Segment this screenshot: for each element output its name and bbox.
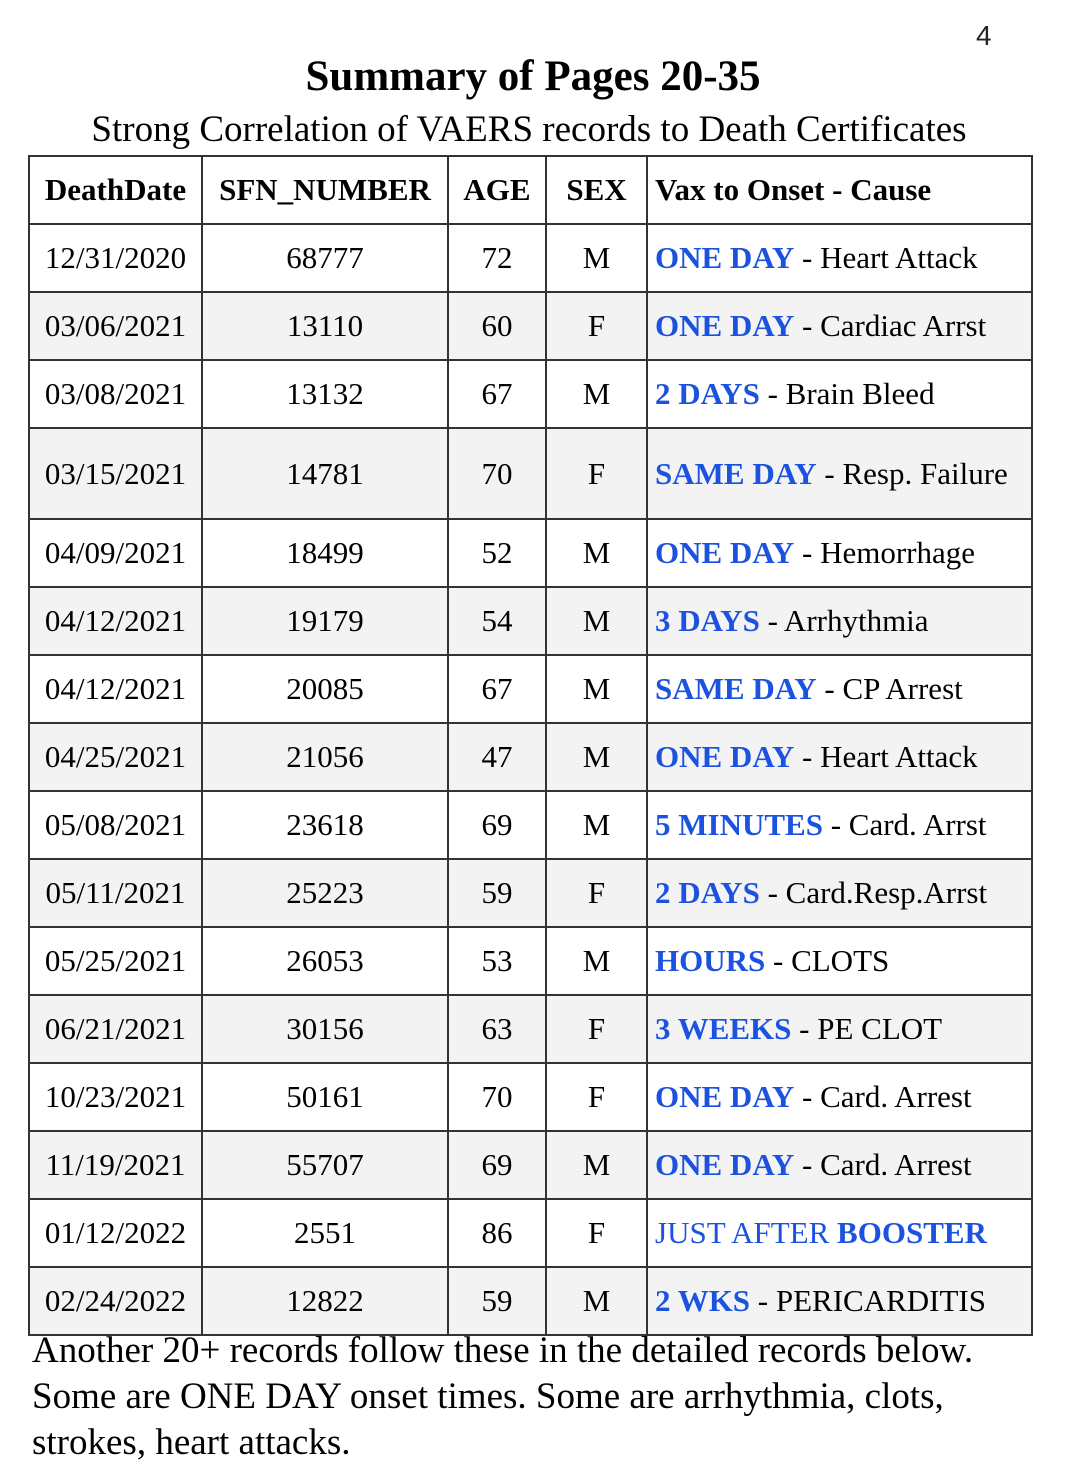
cell-onset-cause [647,927,1032,995]
cell-age: 54 [448,587,546,655]
table-row [29,1063,1032,1131]
cell-sfn-number: 55707 [202,1131,448,1199]
footnote: Another 20+ records follow these in the detailed records below. Some are ONE DAY onset times. Some are arrhythmia, clots, strokes, heart attacks. [32,1330,974,1463]
cell-sfn-number: 12822 [202,1267,448,1335]
cell-age: 86 [448,1199,546,1267]
cell-onset-cause [647,587,1032,655]
onset-text: ONE DAY [655,308,795,343]
cell-age: 70 [448,428,546,519]
cell-age: 70 [448,1063,546,1131]
cell-sex: F [546,1199,647,1267]
records-table [28,155,1033,1336]
cell-sex: F [546,428,647,519]
cell-onset-cause [647,791,1032,859]
table-row [29,519,1032,587]
cause-text: - Card. Arrst [822,807,987,842]
table-row [29,224,1032,292]
page-title: Summary of Pages 20-35 [305,53,761,100]
header-sfn-number: SFN_NUMBER [202,156,448,224]
cell-onset-cause [647,723,1032,791]
cell-death-date: 04/12/2021 [29,587,202,655]
table-row [29,360,1032,428]
table-row [29,292,1032,360]
table-row [29,927,1032,995]
cell-death-date: 03/08/2021 [29,360,202,428]
table-header-row [29,156,1032,224]
cell-sex: M [546,791,647,859]
cell-sfn-number: 14781 [202,428,448,519]
cause-text: - CP Arrest [816,671,963,706]
cell-sfn-number: 30156 [202,995,448,1063]
cell-sex: M [546,587,647,655]
table-row [29,1131,1032,1199]
cause-prefix-text: JUST AFTER [655,1215,838,1250]
cell-death-date: 06/21/2021 [29,995,202,1063]
cell-sex: M [546,927,647,995]
cell-age: 63 [448,995,546,1063]
cause-text: - Card. Arrest [794,1079,972,1114]
cell-sex: M [546,224,647,292]
cell-death-date: 12/31/2020 [29,224,202,292]
header-vax-to-onset-cause: Vax to Onset - Cause [647,156,1032,224]
cell-onset-cause [647,1199,1032,1267]
onset-text: 2 DAYS [655,875,760,910]
cell-onset-cause [647,1131,1032,1199]
cause-text: - PE CLOT [791,1011,943,1046]
cell-sfn-number: 21056 [202,723,448,791]
cell-death-date: 04/12/2021 [29,655,202,723]
cell-age: 59 [448,859,546,927]
onset-text: 5 MINUTES [655,807,823,842]
cell-sfn-number: 68777 [202,224,448,292]
table-row [29,723,1032,791]
cell-death-date: 03/15/2021 [29,428,202,519]
cell-age: 60 [448,292,546,360]
table-row [29,995,1032,1063]
onset-text: ONE DAY [655,1079,795,1114]
onset-text: 2 WKS [655,1283,751,1318]
cell-sfn-number: 50161 [202,1063,448,1131]
cell-sex: M [546,360,647,428]
header-sex: SEX [546,156,647,224]
cell-sfn-number: 26053 [202,927,448,995]
cell-age: 47 [448,723,546,791]
onset-text: ONE DAY [655,739,795,774]
cell-age: 69 [448,791,546,859]
cause-text: - Cardiac Arrst [794,308,987,343]
cell-sex: F [546,1063,647,1131]
cell-sfn-number: 13132 [202,360,448,428]
cell-onset-cause [647,519,1032,587]
cell-sex: M [546,1131,647,1199]
cell-sfn-number: 23618 [202,791,448,859]
page-subtitle: Strong Correlation of VAERS records to Death Certificates [91,109,967,150]
cell-onset-cause [647,1063,1032,1131]
cause-text: - Resp. Failure [816,455,1008,491]
cell-death-date: 02/24/2022 [29,1267,202,1335]
cell-age: 69 [448,1131,546,1199]
cause-text: - Arrhythmia [759,603,929,638]
cell-sex: M [546,1267,647,1335]
cause-text: - Brain Bleed [759,376,935,411]
cell-death-date: 04/09/2021 [29,519,202,587]
cause-text: - PERICARDITIS [750,1283,986,1318]
onset-text: 3 DAYS [655,603,760,638]
cell-onset-cause [647,1267,1032,1335]
cell-onset-cause [647,292,1032,360]
page-number: 4 [976,20,992,51]
cell-age: 59 [448,1267,546,1335]
cell-age: 72 [448,224,546,292]
cell-sex: F [546,292,647,360]
cell-onset-cause [647,360,1032,428]
cell-death-date: 10/23/2021 [29,1063,202,1131]
cause-text: - Hemorrhage [794,535,975,570]
cell-death-date: 01/12/2022 [29,1199,202,1267]
cell-onset-cause [647,995,1032,1063]
cell-sfn-number: 19179 [202,587,448,655]
cell-sex: M [546,519,647,587]
cell-onset-cause [647,224,1032,292]
cell-age: 67 [448,655,546,723]
table-row [29,655,1032,723]
cell-age: 53 [448,927,546,995]
cell-death-date: 05/08/2021 [29,791,202,859]
cell-onset-cause [647,655,1032,723]
table-row [29,587,1032,655]
cause-text: - Card.Resp.Arrst [759,875,988,910]
onset-text: ONE DAY [655,535,795,570]
cell-onset-cause [647,859,1032,927]
cell-sex: F [546,859,647,927]
cell-sfn-number: 20085 [202,655,448,723]
cell-age: 67 [448,360,546,428]
cause-text: - CLOTS [765,943,890,978]
header-age: AGE [448,156,546,224]
cell-death-date: 04/25/2021 [29,723,202,791]
cell-death-date: 11/19/2021 [29,1131,202,1199]
cell-death-date: 05/25/2021 [29,927,202,995]
cell-onset-cause [647,428,1032,519]
cause-text: - Card. Arrest [794,1147,972,1182]
onset-text: SAME DAY [655,671,817,706]
onset-text: ONE DAY [655,240,795,275]
onset-text: 3 WEEKS [655,1011,792,1046]
cell-sex: M [546,723,647,791]
onset-text: HOURS [655,943,766,978]
cell-sex: F [546,995,647,1063]
cause-text: - Heart Attack [794,240,978,275]
onset-text: BOOSTER [837,1215,987,1250]
onset-text: SAME DAY [655,455,817,491]
table-row [29,859,1032,927]
cell-sfn-number: 18499 [202,519,448,587]
cell-age: 52 [448,519,546,587]
cell-death-date: 03/06/2021 [29,292,202,360]
cell-sfn-number: 13110 [202,292,448,360]
table-row [29,428,1032,519]
onset-text: ONE DAY [655,1147,795,1182]
cause-text: - Heart Attack [794,739,978,774]
header-death-date: DeathDate [29,156,202,224]
table-row [29,1199,1032,1267]
cell-sex: M [546,655,647,723]
cell-sfn-number: 2551 [202,1199,448,1267]
table-row [29,791,1032,859]
cell-sfn-number: 25223 [202,859,448,927]
cell-death-date: 05/11/2021 [29,859,202,927]
onset-text: 2 DAYS [655,376,760,411]
table-row [29,1267,1032,1335]
